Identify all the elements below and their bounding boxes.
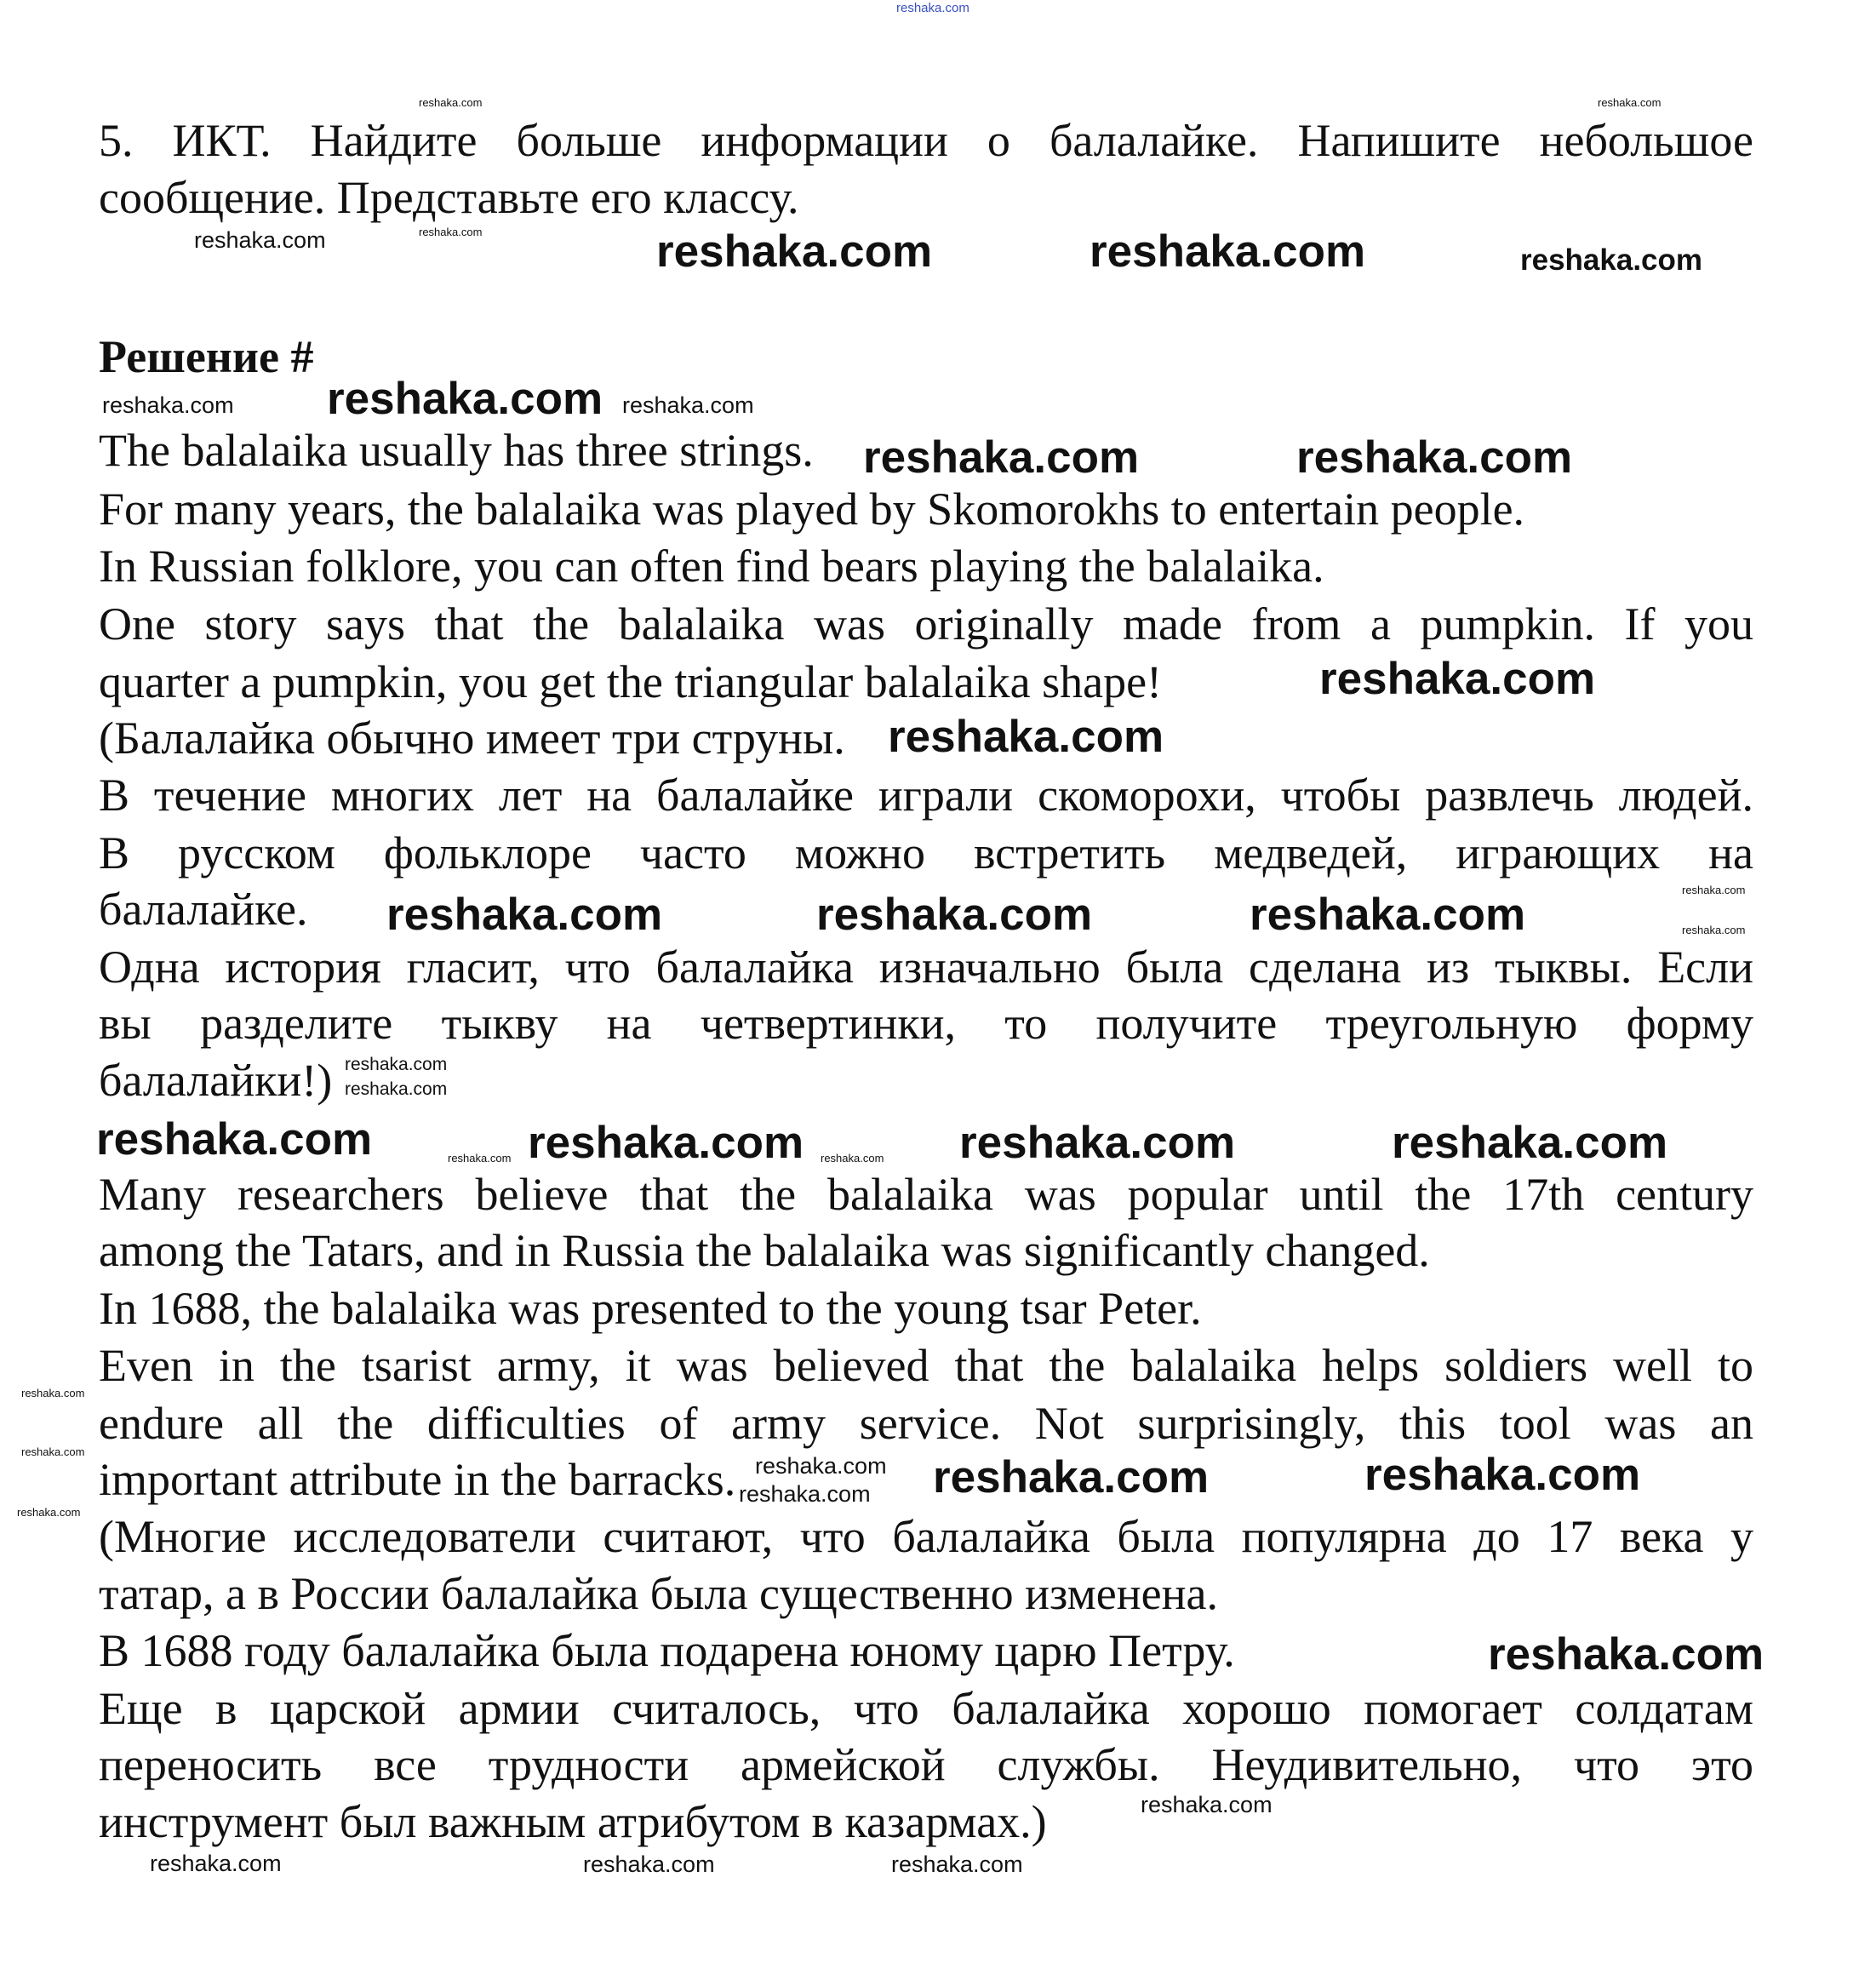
body-text-line: Одна история гласит, что балалайка изначально была сделана из тыквы. Если bbox=[99, 941, 1753, 993]
body-text-line: переносить все трудности армейской службы. Неудивительно, что это bbox=[99, 1739, 1753, 1790]
watermark: reshaka.com bbox=[755, 1453, 887, 1479]
watermark: reshaka.com bbox=[102, 392, 234, 418]
watermark: reshaka.com bbox=[528, 1118, 804, 1168]
watermark: reshaka.com bbox=[194, 227, 326, 253]
watermark: reshaka.com bbox=[1682, 924, 1746, 936]
watermark: reshaka.com bbox=[1141, 1792, 1273, 1817]
task-text-line: 5. ИКТ. Найдите больше информации о балалайке. Напишите небольшое bbox=[99, 115, 1753, 166]
body-text-line: Еще в царской армии считалось, что балалайка хорошо помогает солдатам bbox=[99, 1683, 1753, 1734]
body-text-line: В течение многих лет на балалайке играли скоморохи, чтобы развлечь людей. bbox=[99, 770, 1753, 821]
watermark: reshaka.com bbox=[327, 374, 603, 424]
watermark: reshaka.com bbox=[345, 1079, 448, 1099]
watermark: reshaka.com bbox=[21, 1445, 85, 1458]
watermark: reshaka.com bbox=[1090, 226, 1366, 277]
body-text-line: вы разделите тыкву на четвертинки, то получите треугольную форму bbox=[99, 998, 1753, 1049]
watermark: reshaka.com bbox=[891, 1851, 1023, 1877]
watermark: reshaka.com bbox=[583, 1851, 715, 1877]
watermark: reshaka.com bbox=[96, 1114, 373, 1165]
body-text-line: quarter a pumpkin, you get the triangular balalaika shape! bbox=[99, 656, 1163, 707]
body-text-line: One story says that the balalaika was originally made from a pumpkin. If you bbox=[99, 598, 1753, 650]
watermark: reshaka.com bbox=[419, 96, 483, 109]
watermark: reshaka.com bbox=[888, 712, 1164, 762]
body-text-line: балалайки!) bbox=[99, 1055, 333, 1106]
watermark: reshaka.com bbox=[1392, 1118, 1668, 1168]
watermark: reshaka.com bbox=[1296, 432, 1573, 483]
watermark: reshaka.com bbox=[21, 1387, 85, 1399]
watermark: reshaka.com bbox=[656, 226, 933, 277]
body-text-line: татар, а в России балалайка была существенно изменена. bbox=[99, 1568, 1218, 1619]
body-text-line: балалайке. bbox=[99, 884, 308, 935]
body-text-line: For many years, the balalaika was played by Skomorokhs to entertain people. bbox=[99, 484, 1525, 535]
solution-heading: Решение # bbox=[99, 331, 314, 382]
watermark: reshaka.com bbox=[896, 1, 969, 15]
watermark: reshaka.com bbox=[345, 1055, 448, 1074]
watermark: reshaka.com bbox=[821, 1152, 884, 1165]
watermark: reshaka.com bbox=[1364, 1450, 1641, 1500]
body-text-line: In 1688, the balalaika was presented to the young tsar Peter. bbox=[99, 1283, 1202, 1334]
watermark: reshaka.com bbox=[739, 1481, 871, 1507]
watermark: reshaka.com bbox=[1319, 654, 1596, 704]
body-text-line: В русском фольклоре часто можно встретить медведей, играющих на bbox=[99, 827, 1753, 878]
watermark: reshaka.com bbox=[17, 1506, 81, 1519]
watermark: reshaka.com bbox=[622, 392, 754, 418]
watermark: reshaka.com bbox=[419, 226, 483, 238]
body-text-line: инструмент был важным атрибутом в казармах.) bbox=[99, 1796, 1047, 1847]
task-text-line: сообщение. Представьте его классу. bbox=[99, 172, 799, 223]
watermark: reshaka.com bbox=[959, 1118, 1236, 1168]
body-text-line: Even in the tsarist army, it was believed that the balalaika helps soldiers well to bbox=[99, 1340, 1753, 1391]
watermark: reshaka.com bbox=[933, 1452, 1210, 1502]
body-text-line: among the Tatars, and in Russia the balalaika was significantly changed. bbox=[99, 1225, 1430, 1276]
body-text-line: endure all the difficulties of army service. Not surprisingly, this tool was an bbox=[99, 1398, 1753, 1449]
body-text-line: (Балалайка обычно имеет три струны. bbox=[99, 713, 845, 764]
watermark: reshaka.com bbox=[1520, 243, 1703, 277]
watermark: reshaka.com bbox=[1250, 890, 1526, 940]
watermark: reshaka.com bbox=[816, 890, 1093, 940]
body-text-line: In Russian folklore, you can often find bears playing the balalaika. bbox=[99, 541, 1324, 592]
watermark: reshaka.com bbox=[1488, 1629, 1764, 1680]
body-text-line: The balalaika usually has three strings. bbox=[99, 425, 814, 476]
watermark: reshaka.com bbox=[863, 432, 1140, 483]
body-text-line: В 1688 году балалайка была подарена юному царю Петру. bbox=[99, 1625, 1235, 1676]
body-text-line: Many researchers believe that the balalaika was popular until the 17th century bbox=[99, 1169, 1753, 1220]
watermark: reshaka.com bbox=[386, 890, 663, 940]
body-text-line: (Многие исследователи считают, что балалайка была популярна до 17 века у bbox=[99, 1511, 1753, 1562]
watermark: reshaka.com bbox=[448, 1152, 512, 1165]
watermark: reshaka.com bbox=[1682, 884, 1746, 896]
body-text-line: important attribute in the barracks. bbox=[99, 1454, 736, 1505]
watermark: reshaka.com bbox=[150, 1851, 282, 1876]
watermark: reshaka.com bbox=[1598, 96, 1662, 109]
